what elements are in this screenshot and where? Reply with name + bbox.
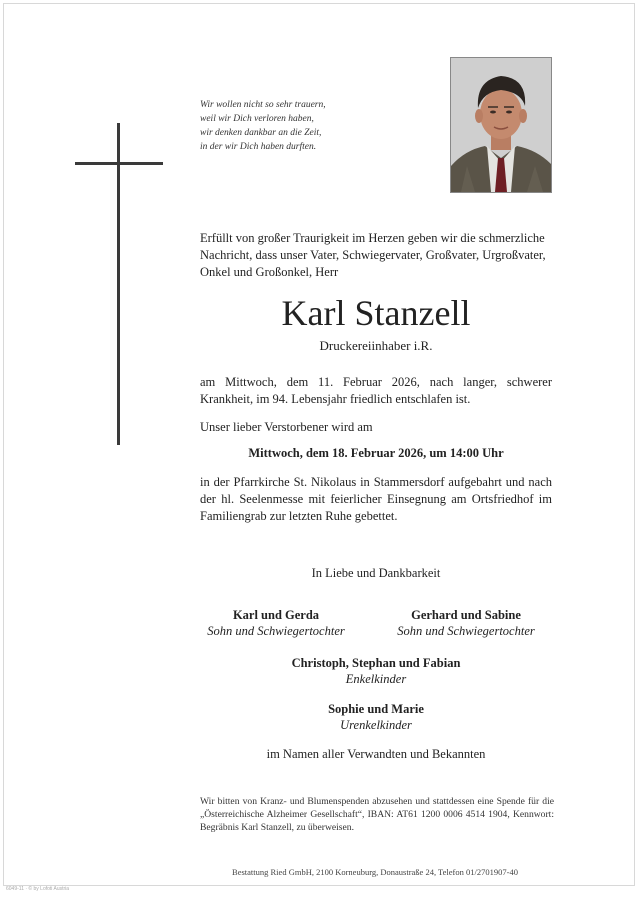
- family-relation: Sohn und Schwiegertochter: [397, 624, 535, 638]
- family-relation: Enkelkinder: [345, 672, 407, 686]
- family-names: Christoph, Stephan und Fabian: [291, 656, 461, 670]
- print-code: 6049-11 · © by Lofoti Austria: [6, 886, 70, 892]
- family-names: Sophie und Marie: [328, 702, 424, 716]
- funeral-home-footer: Bestattung Ried GmbH, 2100 Korneuburg, Donaustraße 24, Telefon 01/2701907-40: [232, 867, 518, 877]
- memorial-poem: [200, 98, 326, 154]
- ceremony-date: Mittwoch, dem 18. Februar 2026, um 14:00 Uhr: [248, 446, 504, 460]
- family-entry: [276, 655, 476, 687]
- cross-icon-horizontal: [75, 162, 163, 165]
- deceased-name: Karl Stanzell: [281, 293, 471, 333]
- family-entry: [366, 607, 566, 639]
- donation-note: Wir bitten von Kranz- und Blumenspenden abzusehen und stattdessen eine Spende für die „Österreichische Alzheimer Gesellschaft“, IBAN: AT61 1200 0006 4514 1904, Kennwort: Begräbnis Karl Stanzell, zu überweisen.: [200, 796, 554, 833]
- family-names: Gerhard und Sabine: [411, 608, 521, 622]
- poem-line: wir denken dankbar an die Zeit,: [200, 128, 322, 138]
- portrait-icon: [451, 58, 551, 192]
- closing-line: im Namen aller Verwandten und Bekannten: [266, 747, 486, 761]
- poem-line: in der wir Dich haben durften.: [200, 142, 317, 152]
- death-announcement: am Mittwoch, dem 11. Februar 2026, nach langer, schwerer Krankheit, im 94. Lebensjahr friedlich entschlafen ist.: [200, 375, 552, 406]
- deceased-occupation: Druckereiinhaber i.R.: [319, 338, 433, 353]
- intro-text: Erfüllt von großer Traurigkeit im Herzen geben wir die schmerzliche Nachricht, dass unser Vater, Schwiegervater, Großvater, Urgroßvater, Onkel und Großonkel, Herr: [200, 231, 546, 279]
- family-relation: Sohn und Schwiegertochter: [207, 624, 345, 638]
- family-entry: [276, 701, 476, 733]
- poem-line: Wir wollen nicht so sehr trauern,: [200, 100, 326, 110]
- family-names: Karl und Gerda: [232, 608, 320, 622]
- cross-icon-vertical: [117, 123, 120, 445]
- ceremony-intro: Unser lieber Verstorbener wird am: [200, 420, 373, 434]
- ceremony-details: in der Pfarrkirche St. Nikolaus in Stammersdorf aufgebahrt und nach der hl. Seelenmesse mit feierlicher Einsegnung am Ortsfriedhof im Familiengrab zur letzten Ruhe gebettet.: [200, 475, 552, 523]
- thanks-line: In Liebe und Dankbarkeit: [311, 566, 441, 580]
- family-relation: Urenkelkinder: [340, 718, 412, 732]
- portrait-photo: [450, 57, 552, 193]
- poem-line: weil wir Dich verloren haben,: [200, 114, 314, 124]
- family-entry: [176, 607, 376, 639]
